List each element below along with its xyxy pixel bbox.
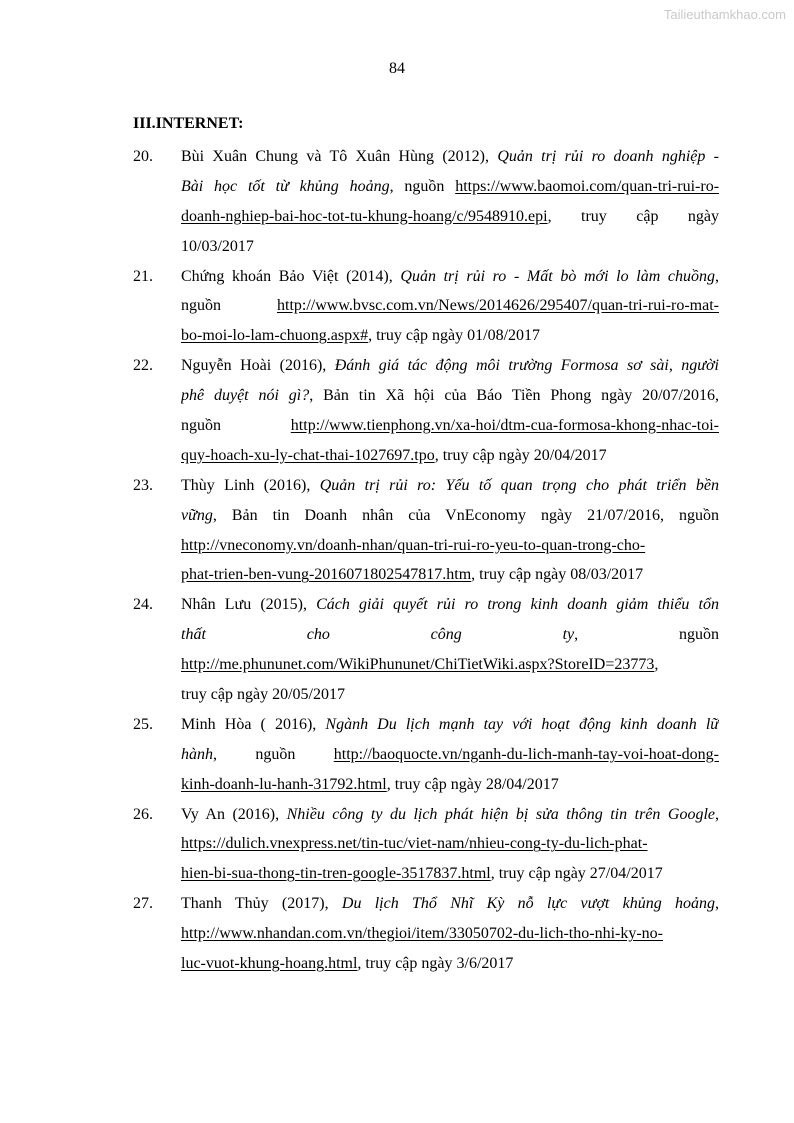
reference-title: Nhiều công ty du lịch phát hiện bị sửa thông tin trên Google [286, 805, 715, 823]
reference-link[interactable]: http://www.bvsc.com.vn/News/2014626/295407/quan-tri-rui-ro-mat- [277, 297, 719, 315]
reference-link[interactable]: http://vneconomy.vn/doanh-nhan/quan-tri-rui-ro-yeu-to-quan-trong-cho- [181, 536, 646, 554]
reference-text: Thùy Linh (2016), [181, 476, 320, 494]
reference-line [181, 650, 719, 680]
reference-item [133, 471, 719, 591]
reference-title: Quản trị rủi ro - Mất bò mới lo làm chuồng [400, 267, 715, 285]
reference-link[interactable]: phat-trien-ben-vung-2016071802547817.htm [181, 566, 472, 584]
reference-number: 22. [133, 357, 153, 375]
reference-number: 26. [133, 805, 153, 823]
reference-title: Ngành Du lịch mạnh tay với hoạt động kinh doanh lữ [325, 715, 719, 733]
reference-text: , truy cập ngày 01/08/2017 [368, 327, 541, 345]
reference-item [133, 262, 719, 352]
reference-line [181, 172, 719, 202]
reference-number: 20. [133, 148, 153, 165]
reference-body [181, 471, 719, 591]
reference-number: 25. [133, 715, 153, 733]
reference-text: , Bản tin Doanh nhân của VnEconomy ngày 21/07/2016, nguồn [212, 506, 719, 524]
reference-link[interactable]: quy-hoach-xu-ly-chat-thai-1027697.tpo [181, 446, 435, 464]
reference-number: 21. [133, 267, 153, 285]
reference-text: , [715, 805, 719, 823]
reference-line [181, 740, 719, 770]
reference-text: , [654, 656, 659, 674]
reference-title: vững [181, 506, 213, 524]
reference-title: Quản trị rủi ro doanh nghiệp - [497, 148, 719, 165]
reference-link[interactable]: http://baoquocte.vn/nganh-du-lich-manh-tay-voi-hoat-dong- [333, 745, 719, 763]
reference-line [181, 889, 719, 919]
watermark: Tailieuthamkhao.com [663, 7, 786, 22]
reference-text: , truy cập ngày 27/04/2017 [490, 865, 663, 883]
reference-link[interactable]: http://www.nhandan.com.vn/thegioi/item/33050702-du-lich-tho-nhi-ky-no- [181, 925, 663, 943]
reference-text: Thanh Thủy (2017), [181, 895, 342, 913]
reference-line [181, 680, 719, 710]
reference-text: 10/03/2017 [181, 237, 254, 255]
reference-text: , truy cập ngày [547, 207, 719, 225]
reference-link[interactable]: bo-moi-lo-lam-chuong.aspx# [181, 327, 369, 345]
reference-item [133, 889, 719, 979]
reference-number: 27. [133, 895, 153, 913]
reference-body [181, 800, 719, 890]
reference-line [181, 381, 719, 411]
reference-line [181, 560, 719, 590]
reference-link[interactable]: hien-bi-sua-thong-tin-tren-google-3517837.html [181, 865, 491, 883]
reference-text: , [715, 895, 719, 913]
section-heading: III.INTERNET: [133, 115, 244, 132]
reference-text: Nguyễn Hoài (2016), [181, 357, 335, 375]
reference-line [181, 471, 719, 501]
reference-text: , truy cập ngày 3/6/2017 [357, 955, 514, 973]
reference-line [181, 919, 719, 949]
reference-line [181, 501, 719, 531]
reference-title: Quản trị rủi ro: Yếu tố quan trọng cho phát triển bền [319, 476, 719, 494]
reference-line [181, 829, 719, 859]
reference-line [181, 232, 719, 262]
reference-text: , nguồn [389, 177, 456, 195]
reference-text: , truy cập ngày 20/04/2017 [434, 446, 607, 464]
reference-line [181, 321, 719, 351]
reference-text: nguồn [181, 297, 277, 315]
reference-text: , truy cập ngày 08/03/2017 [471, 566, 644, 584]
reference-list [133, 142, 719, 979]
reference-line [181, 351, 719, 381]
reference-body [181, 351, 719, 471]
reference-line [181, 590, 719, 620]
reference-title: Bài học tốt từ khủng hoảng [181, 177, 390, 195]
reference-item [133, 710, 719, 800]
reference-title: Đánh giá tác động môi trường Formosa sơ sài, người [334, 357, 719, 375]
reference-link[interactable]: https://dulich.vnexpress.net/tin-tuc/viet-nam/nhieu-cong-ty-du-lich-phat- [181, 835, 648, 853]
reference-item [133, 142, 719, 262]
reference-item [133, 590, 719, 710]
reference-text: Nhân Lưu (2015), [181, 596, 317, 614]
reference-title: phê duyệt nói gì? [181, 387, 310, 405]
reference-link[interactable]: http://me.phununet.com/WikiPhununet/ChiTietWiki.aspx?StoreID=23773 [181, 656, 655, 674]
reference-text: nguồn [181, 417, 291, 435]
reference-line [181, 441, 719, 471]
reference-text: , nguồn [574, 626, 719, 644]
reference-line [181, 800, 719, 830]
reference-title: hành [181, 745, 213, 763]
reference-number: 24. [133, 596, 153, 614]
reference-line [181, 411, 719, 441]
reference-item [133, 800, 719, 890]
reference-line [181, 202, 719, 232]
reference-text: , truy cập ngày 28/04/2017 [386, 775, 559, 793]
reference-line [181, 859, 719, 889]
reference-text: , Bản tin Xã hội của Báo Tiền Phong ngày 20/07/2016, [309, 387, 719, 405]
reference-line [181, 262, 719, 292]
reference-line [181, 620, 719, 650]
reference-body [181, 590, 719, 710]
reference-text: , [715, 267, 719, 285]
reference-line [181, 770, 719, 800]
reference-link[interactable]: luc-vuot-khung-hoang.html [181, 955, 358, 973]
reference-title: thất cho công ty [181, 626, 575, 644]
reference-text: Bùi Xuân Chung và Tô Xuân Hùng (2012), [181, 148, 498, 165]
reference-number: 23. [133, 476, 153, 494]
reference-body [181, 142, 719, 262]
reference-body [181, 710, 719, 800]
reference-line [181, 710, 719, 740]
reference-title: Du lịch Thổ Nhĩ Kỳ nỗ lực vượt khủng hoảng [341, 895, 716, 913]
reference-line [181, 142, 719, 172]
reference-text: Minh Hòa ( 2016), [181, 715, 326, 733]
reference-text: Vy An (2016), [181, 805, 287, 823]
reference-line [181, 531, 719, 561]
reference-text: , nguồn [213, 745, 334, 763]
reference-line [181, 949, 719, 979]
reference-body [181, 262, 719, 352]
reference-item [133, 351, 719, 471]
reference-link[interactable]: https://www.baomoi.com/quan-tri-rui-ro- [455, 177, 719, 195]
reference-text: truy cập ngày 20/05/2017 [181, 686, 345, 704]
reference-text: Chứng khoán Bảo Việt (2014), [181, 267, 401, 285]
reference-link[interactable]: http://www.tienphong.vn/xa-hoi/dtm-cua-formosa-khong-nhac-toi- [290, 417, 719, 435]
page-number: 84 [389, 60, 405, 77]
reference-link[interactable]: kinh-doanh-lu-hanh-31792.html [181, 775, 387, 793]
reference-line [181, 291, 719, 321]
reference-title: Cách giải quyết rủi ro trong kinh doanh giảm thiểu tổn [316, 596, 719, 614]
reference-link[interactable]: doanh-nghiep-bai-hoc-tot-tu-khung-hoang/c/9548910.epi [181, 207, 548, 225]
reference-body [181, 889, 719, 979]
